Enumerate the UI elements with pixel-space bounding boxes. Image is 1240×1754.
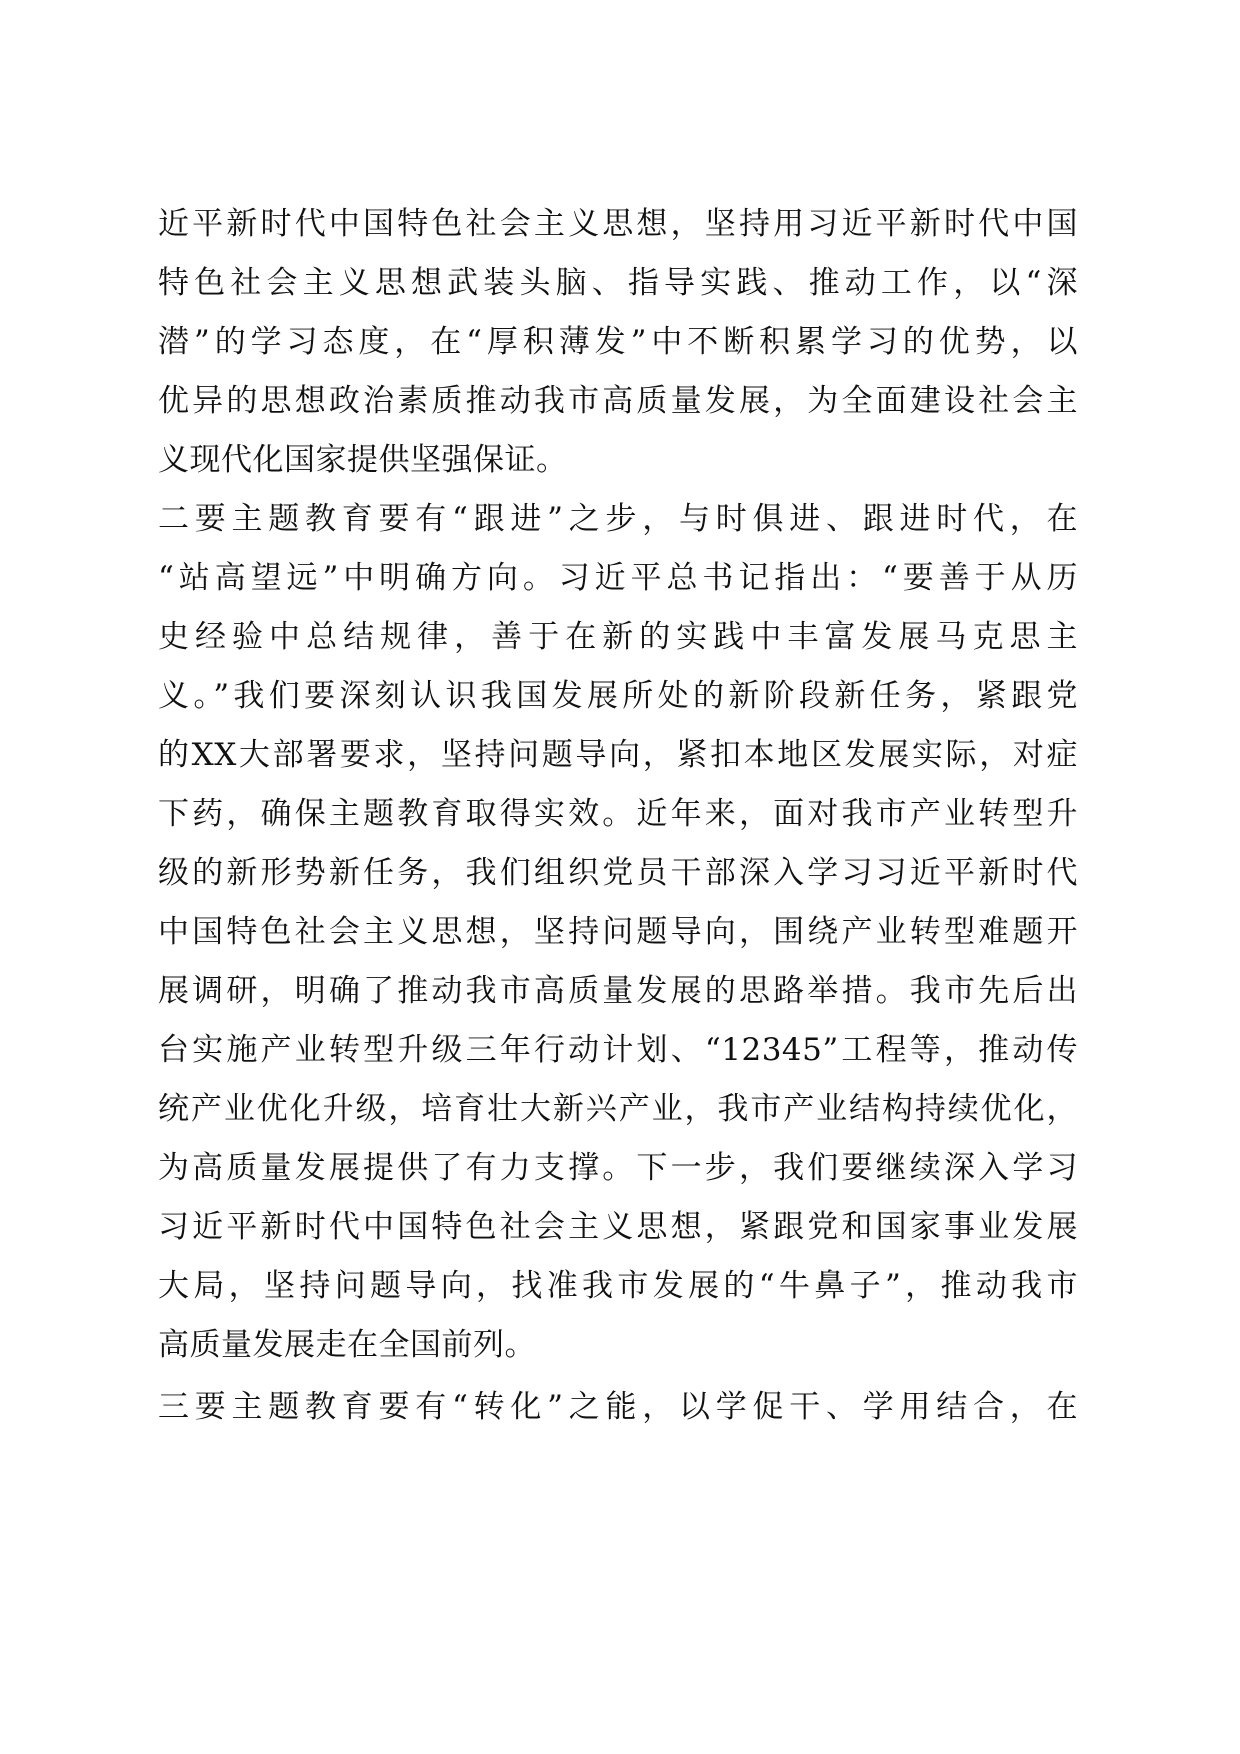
- text-line: 中国特色社会主义思想，坚持问题导向，围绕产业转型难题开: [158, 914, 1078, 950]
- text-line: 台实施产业转型升级三年行动计划、“12345”工程等，推动传: [158, 1032, 1078, 1068]
- text-line: 的XX大部署要求，坚持问题导向，紧扣本地区发展实际，对症: [158, 737, 1078, 773]
- text-line: 近平新时代中国特色社会主义思想，坚持用习近平新时代中国: [158, 206, 1078, 242]
- text-line: 二要主题教育要有“跟进”之步，与时俱进、跟进时代，在: [158, 501, 1078, 537]
- text-line: 义现代化国家提供坚强保证。: [158, 442, 568, 478]
- text-line: 三要主题教育要有“转化”之能，以学促干、学用结合，在: [158, 1389, 1078, 1425]
- text-line: 级的新形势新任务，我们组织党员干部深入学习习近平新时代: [158, 855, 1078, 891]
- text-line: 大局，坚持问题导向，找准我市发展的“牛鼻子”，推动我市: [158, 1268, 1078, 1304]
- text-line: 统产业优化升级，培育壮大新兴产业，我市产业结构持续优化，: [158, 1091, 1078, 1127]
- text-line: 潜”的学习态度，在“厚积薄发”中不断积累学习的优势，以: [158, 324, 1078, 360]
- text-line: 特色社会主义思想武装头脑、指导实践、推动工作，以“深: [158, 265, 1078, 301]
- text-line: 下药，确保主题教育取得实效。近年来，面对我市产业转型升: [158, 796, 1078, 832]
- text-line: 优异的思想政治素质推动我市高质量发展，为全面建设社会主: [158, 383, 1078, 419]
- text-line: 为高质量发展提供了有力支撑。下一步，我们要继续深入学习: [158, 1150, 1078, 1186]
- text-line: 展调研，明确了推动我市高质量发展的思路举措。我市先后出: [158, 973, 1078, 1009]
- text-line: 高质量发展走在全国前列。: [158, 1327, 536, 1363]
- text-line: “站高望远”中明确方向。习近平总书记指出：“要善于从历: [158, 560, 1078, 596]
- text-line: 史经验中总结规律，善于在新的实践中丰富发展马克思主: [158, 619, 1078, 655]
- text-line: 习近平新时代中国特色社会主义思想，紧跟党和国家事业发展: [158, 1209, 1078, 1245]
- text-line: 义。”我们要深刻认识我国发展所处的新阶段新任务，紧跟党: [158, 678, 1078, 714]
